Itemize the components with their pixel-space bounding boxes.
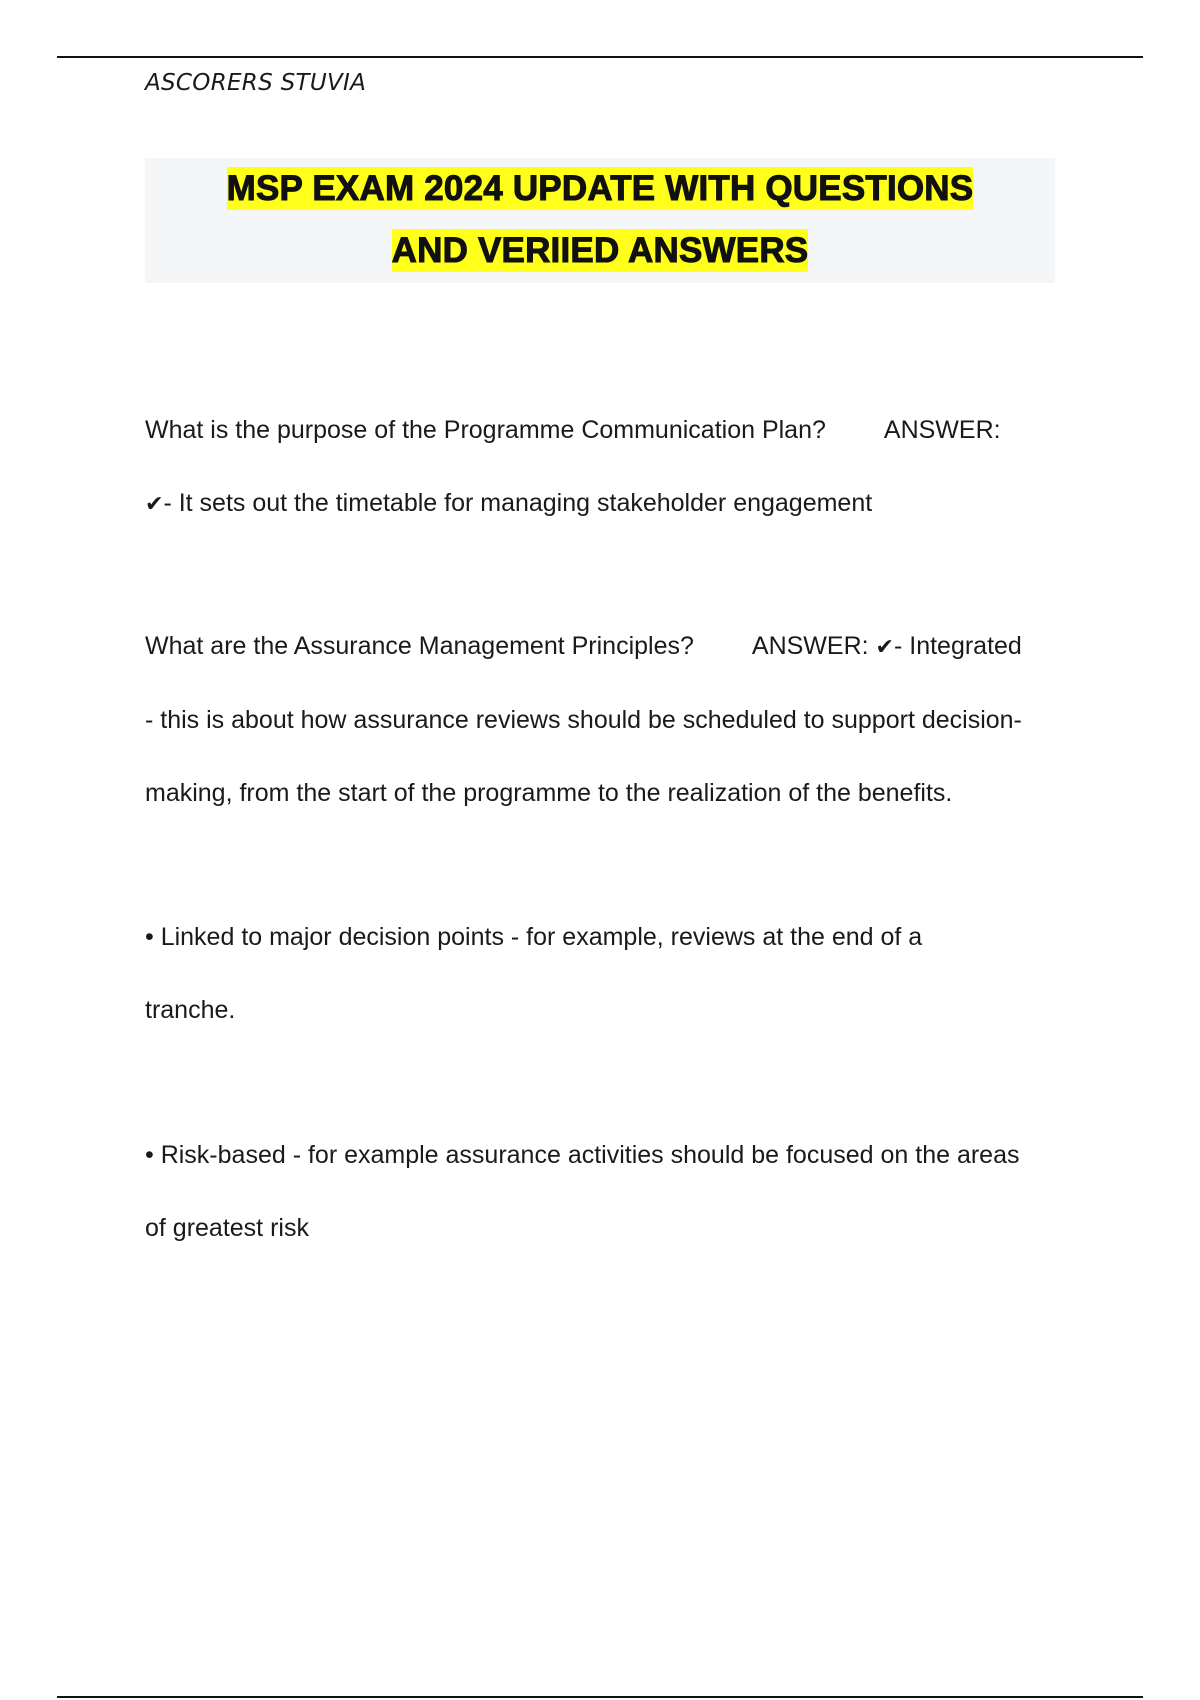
bullet-block-2 [145, 1119, 1065, 1265]
qa-block-2 [145, 610, 1065, 830]
answer-2-line-2: making, from the start of the programme to the realization of the benefits. [145, 779, 953, 807]
bullet-1-line-1: • Linked to major decision points - for example, reviews at the end of a [145, 923, 923, 951]
qa-block-1 [145, 394, 1065, 541]
title-highlight-1: MSP EXAM 2024 UPDATE WITH QUESTIONS [226, 169, 974, 208]
bullet-1-line-2: tranche. [145, 996, 236, 1024]
title-block [145, 158, 1055, 283]
check-icon: ✔ [875, 635, 894, 660]
question-1-line [145, 394, 1065, 467]
bullet-2-line-1: • Risk-based - for example assurance activities should be focused on the areas [145, 1141, 1020, 1169]
answer-2-line-1: - this is about how assurance reviews should be scheduled to support decision- [145, 706, 1022, 734]
title-line-1 [145, 158, 1055, 220]
check-icon: ✔ [145, 492, 164, 517]
page-header: ASCORERS STUVIA [145, 70, 367, 96]
question-2-line [145, 610, 1065, 684]
question-2: What are the Assurance Management Principles? [145, 632, 694, 660]
bullet-2-line-2: of greatest risk [145, 1214, 309, 1242]
answer-1-text: - It sets out the timetable for managing stakeholder engagement [163, 489, 873, 517]
title-line-2 [145, 220, 1055, 282]
footer-rule [57, 1696, 1143, 1698]
header-rule [57, 56, 1143, 58]
title-highlight-2: AND VERIIED ANSWERS [391, 231, 809, 270]
question-1: What is the purpose of the Programme Communication Plan? [145, 416, 826, 444]
bullet-block-1 [145, 901, 1065, 1047]
answer-2-first: - Integrated [893, 632, 1022, 660]
answer-label-1: ANSWER: [883, 416, 1001, 444]
answer-label-2: ANSWER: [751, 632, 869, 660]
answer-1-line [145, 467, 1065, 541]
